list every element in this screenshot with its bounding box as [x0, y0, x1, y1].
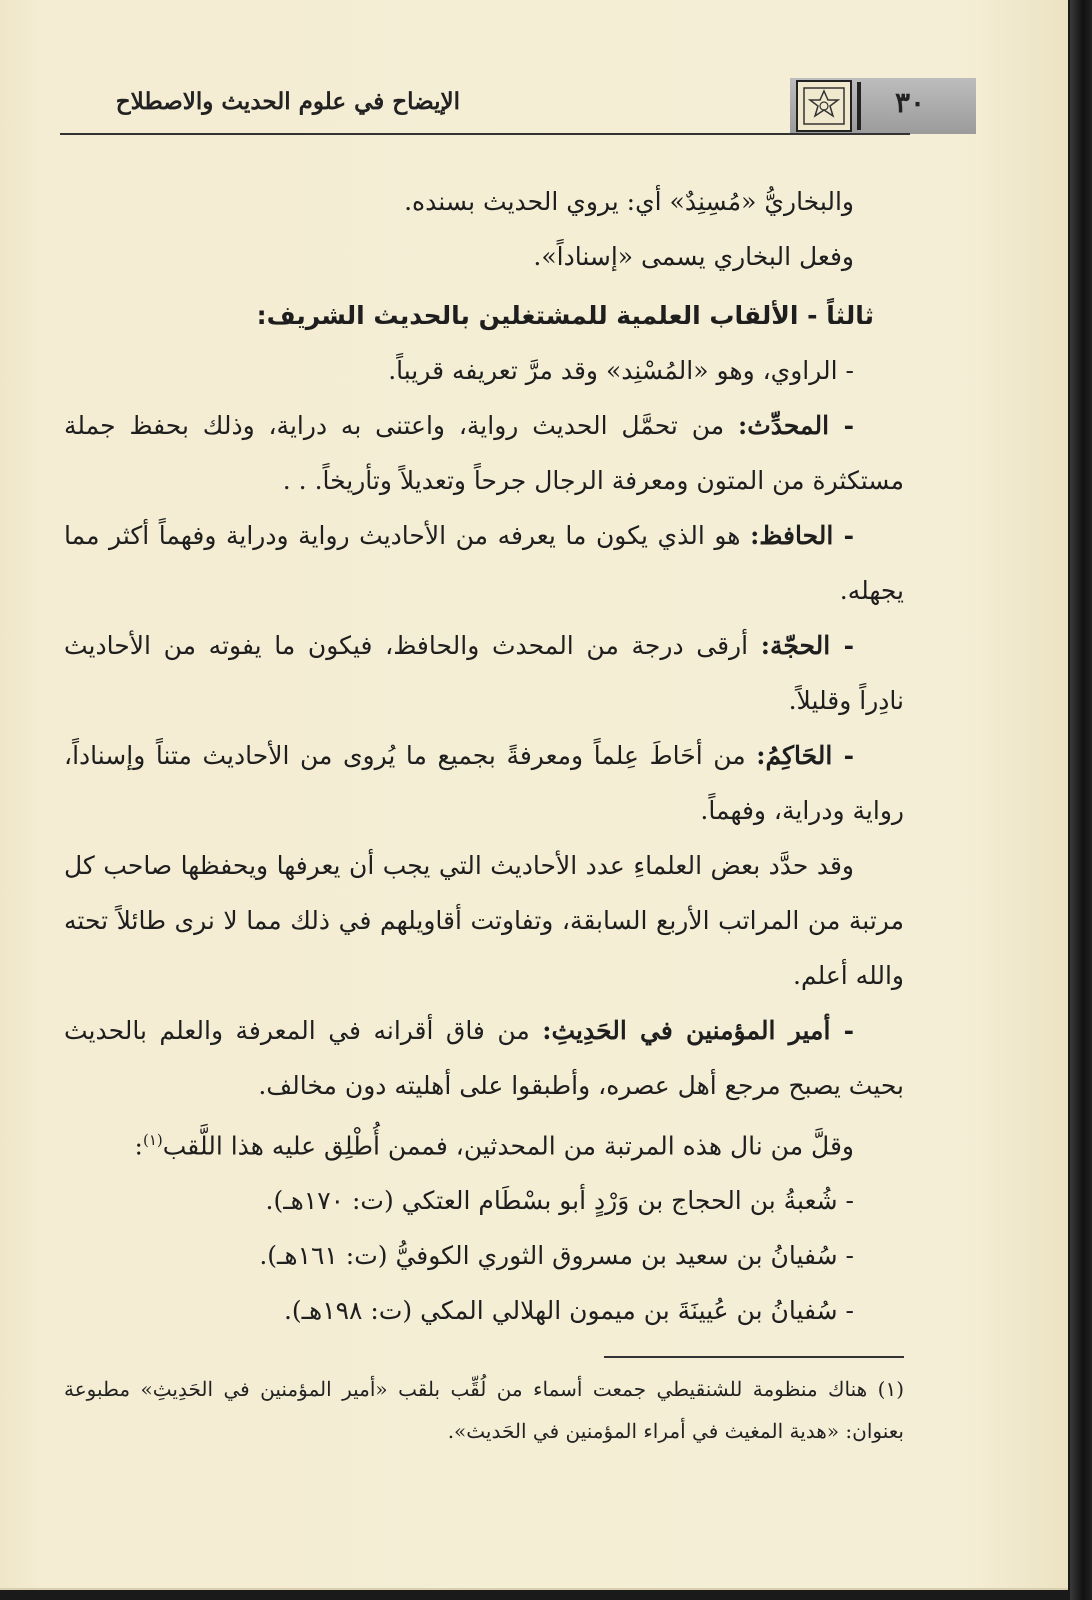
term-label: - المحدِّث:	[737, 411, 855, 440]
term-definition: هو الذي يكون ما يعرفه من الأحاديث رواية ودراية وفهماً أكثر مما يجهله.	[64, 521, 904, 605]
list-item	[64, 1003, 904, 1113]
paragraph-text: وقلَّ من نال هذه المرتبة من المحدثين، فممن أُطْلِق عليه هذا اللَّقب	[162, 1131, 854, 1161]
footnote: (١) هناك منظومة للشنقيطي جمعت أسماء من لُقِّب بلقب «أمير المؤمنين في الحَدِيثِ» مطبوعة بعنوان: «هدية المغيث في أمراء المؤمنين في الحَديث».	[64, 1377, 905, 1443]
term-definition: من فاق أقرانه في المعرفة والعلم بالحديث بحيث يصبح مرجع أهل عصره، وأطبقوا على أهليته دون مخالف.	[64, 1016, 904, 1100]
footnotes	[64, 1368, 904, 1452]
term-definition: من تحمَّل الحديث رواية، واعتنى به دراية، وذلك بحفظ جملة مستكثرة من المتون ومعرفة الرجال جرحاً وتعديلاً وتأريخاً. . .	[64, 411, 904, 495]
page-body	[64, 174, 904, 1338]
list-item	[64, 398, 904, 508]
paragraph-end: :	[134, 1131, 143, 1161]
paragraph: وقد حدَّد بعض العلماءِ عدد الأحاديث التي يجب أن يعرفها ويحفظها صاحب كل مرتبة من المراتب الأربع السابقة، وتفاوتت أقاويلهم في ذلك مما لا نرى طائلاً تحته والله أعلم.	[64, 851, 904, 990]
page-header	[60, 78, 926, 134]
header-divider-bar	[857, 82, 861, 130]
paragraph: والبخاريُّ «مُسِنِدٌ» أي: يروي الحديث بسنده.	[404, 187, 854, 216]
list-item	[64, 508, 904, 618]
paragraph: وفعل البخاري يسمى «إسناداً».	[533, 242, 854, 271]
term-definition: أرقى درجة من المحدث والحافظ، فيكون ما يفوته من الأحاديث نادِراً وقليلاً.	[64, 631, 904, 715]
list-item: - الراوي، وهو «المُسْنِد» وقد مرَّ تعريفه قريباً.	[388, 356, 854, 385]
list-item: - سُفيانُ بن عُيينَةَ بن ميمون الهلالي المكي (ت: ١٩٨هـ).	[283, 1296, 854, 1326]
list-item: - سُفيانُ بن سعيد بن مسروق الثوري الكوفيُّ (ت: ١٦١هـ).	[259, 1241, 854, 1271]
star-ornament-icon	[796, 80, 852, 132]
section-heading: ثالثاً - الألقاب العلمية للمشتغلين بالحديث الشريف:	[256, 301, 874, 330]
footnote-ref: (١)	[142, 1131, 163, 1149]
term-label: - أمير المؤمنين في الحَدِيثِ:	[542, 1016, 854, 1045]
term-label: - الحجّة:	[760, 631, 854, 660]
paragraph	[64, 1113, 904, 1173]
page-number: ٣٠	[894, 86, 926, 119]
term-definition: من أحَاطَ عِلماً ومعرفةً بجميع ما يُروى من الأحاديث متناً وإسناداً، رواية ودراية، وفهماً.	[64, 741, 904, 825]
term-label: - الحَاكِمُ:	[756, 741, 855, 770]
running-title: الإيضاح في علوم الحديث والاصطلاح	[115, 88, 460, 115]
book-spine	[1070, 0, 1092, 1600]
header-rule	[60, 133, 910, 135]
list-item: - شُعبةُ بن الحجاج بن وَرْدٍ أبو بسْطَام العتكي (ت: ١٧٠هـ).	[265, 1186, 854, 1216]
term-label: - الحافظ:	[750, 521, 854, 550]
list-item	[64, 618, 904, 728]
list-item	[64, 728, 904, 838]
footnote-rule	[604, 1356, 904, 1358]
